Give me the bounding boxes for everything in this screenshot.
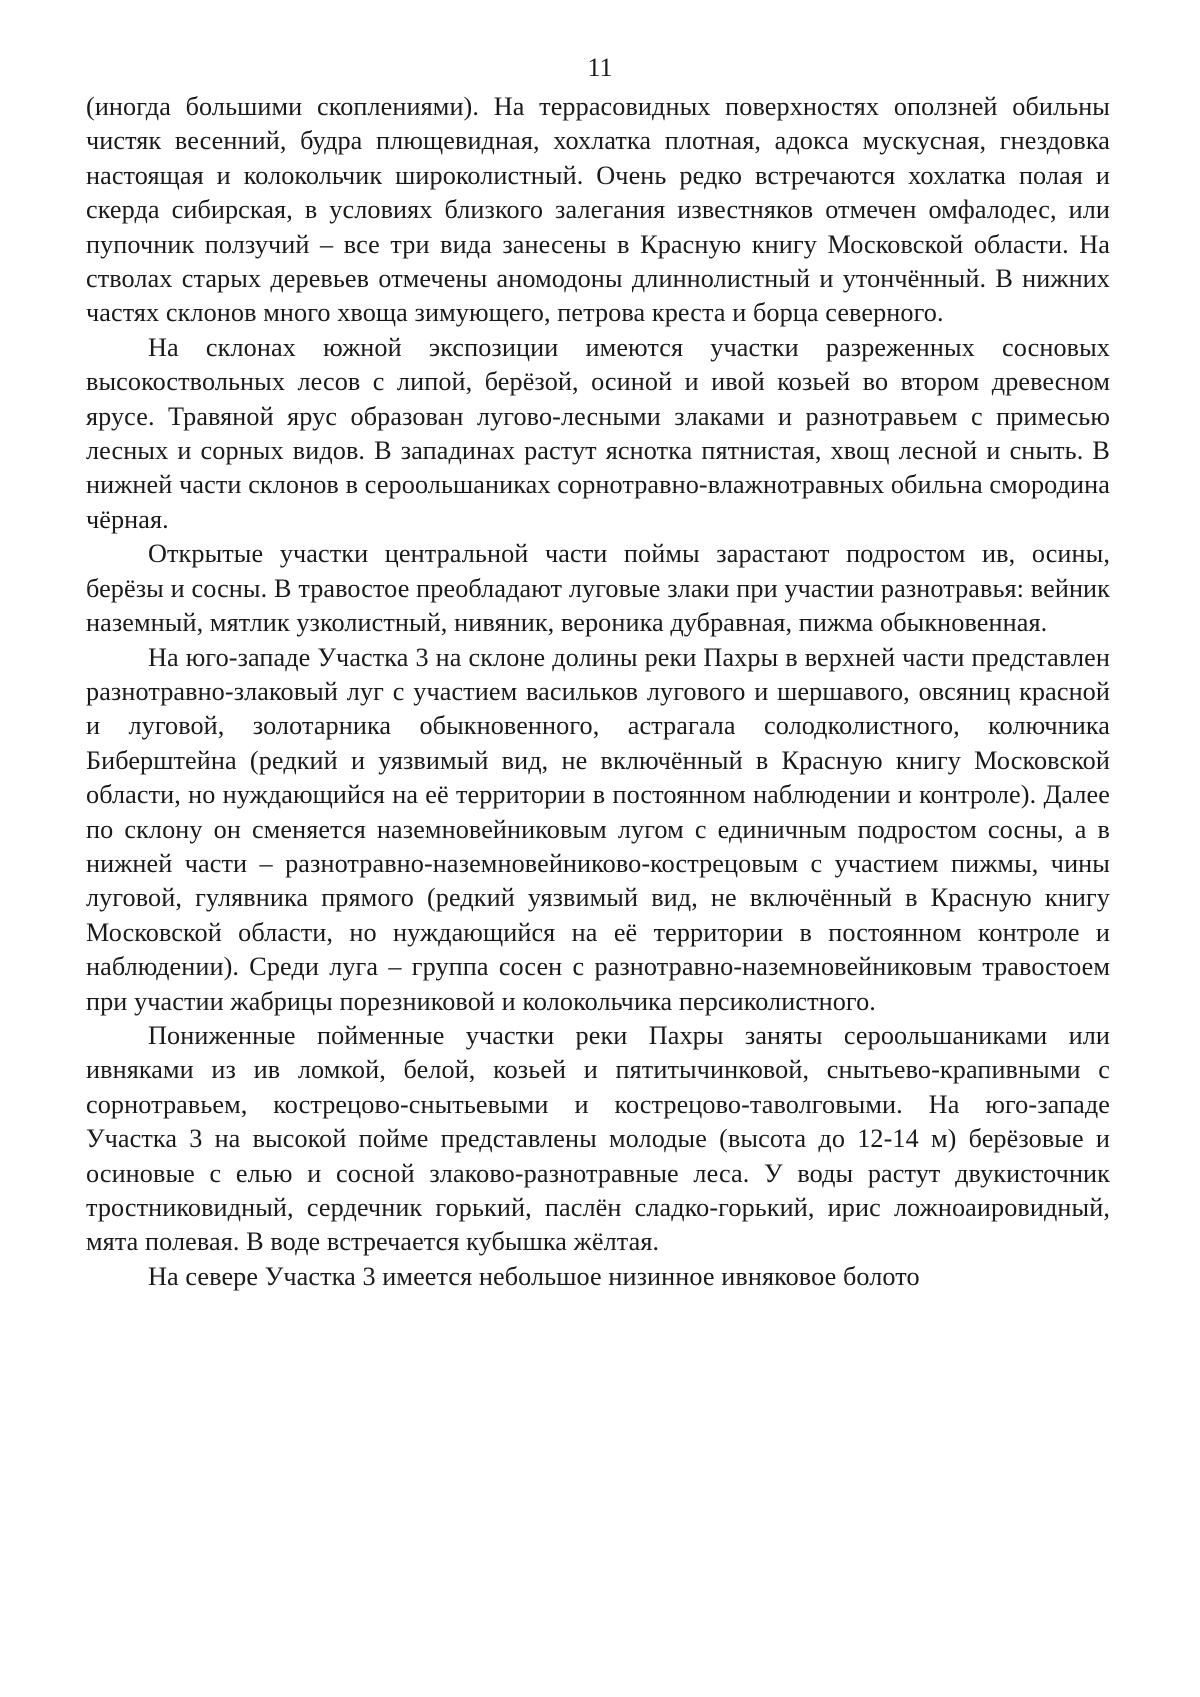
paragraph-continuation: (иногда большими скоплениями). На террасовидных поверхностях оползней обильны чистяк весенний, будра плющевидная, хохлатка плотная, адокса мускусная, гнездовка настоящая и колокольчик широколистный. Очень редко встречаются хохлатка полая и скерда сибирская, в условиях близкого залегания известняков отмечен омфалодес, или пупочник ползучий – все три вида занесены в Красную книгу Московской области. На стволах старых деревьев отмечены аномодоны длиннолистный и утончённый. В нижних частях склонов много хвоща зимующего, петрова креста и борца северного. bbox=[86, 92, 1110, 328]
paragraph: На склонах южной экспозиции имеются участки разреженных сосновых высокоствольных лесов с липой, берёзой, осиной и ивой козьей во втором древесном ярусе. Травяной ярус образован лугово-лесными злаками и разнотравьем с примесью лесных и сорных видов. В западинах растут яснотка пятнистая, хвощ лесной и сныть. В нижней части склонов в сероольшаниках сорнотравно-влажнотравных обильна смородина чёрная. bbox=[86, 332, 1110, 534]
page-number: 11 bbox=[587, 53, 613, 82]
paragraph: Открытые участки центральной части поймы зарастают подростом ив, осины, берёзы и сосны. В травостое преобладают луговые злаки при участии разнотравья: вейник наземный, мятлик узколистный, нивяник, вероника дубравная, пижма обыкновенная. bbox=[86, 539, 1110, 638]
paragraph: На юго-западе Участка 3 на склоне долины реки Пахры в верхней части представлен разнотравно-злаковый луг с участием васильков лугового и шершавого, овсяниц красной и луговой, золотарника обыкновенного, астрагала солодколистного, колючника Биберштейна (редкий и уязвимый вид, не включённый в Красную книгу Московской области, но нуждающийся на её территории в постоянном наблюдении и контроле). Далее по склону он сменяется наземновейниковым лугом с единичным подростом сосны, а в нижней части – разнотравно-наземновейниково-кострецовым с участием пижмы, чины луговой, гулявника прямого (редкий уязвимый вид, не включённый в Красную книгу Московской области, но нуждающийся на её территории в постоянном контроле и наблюдении). Среди луга – группа сосен с разнотравно-наземновейниковым травостоем при участии жабрицы порезниковой и колокольчика персиколистного. bbox=[86, 642, 1110, 1016]
paragraph: Пониженные пойменные участки реки Пахры заняты сероольшаниками или ивняками из ив ломкой, белой, козьей и пятитычинковой, снытьево-крапивными с сорнотравьем, кострецово-снытьевыми и кострецово-таволговыми. На юго-западе Участка 3 на высокой пойме представлены молодые (высота до 12-14 м) берёзовые и осиновые с елью и сосной злаково-разнотравные леса. У воды растут двукисточник тростниковидный, сердечник горький, паслён сладко-горький, ирис ложноаировидный, мята полевая. В воде встречается кубышка жёлтая. bbox=[86, 1020, 1110, 1257]
paragraph: На севере Участка 3 имеется небольшое низинное ивняковое болото bbox=[148, 1261, 920, 1291]
document-body bbox=[86, 90, 1110, 1294]
